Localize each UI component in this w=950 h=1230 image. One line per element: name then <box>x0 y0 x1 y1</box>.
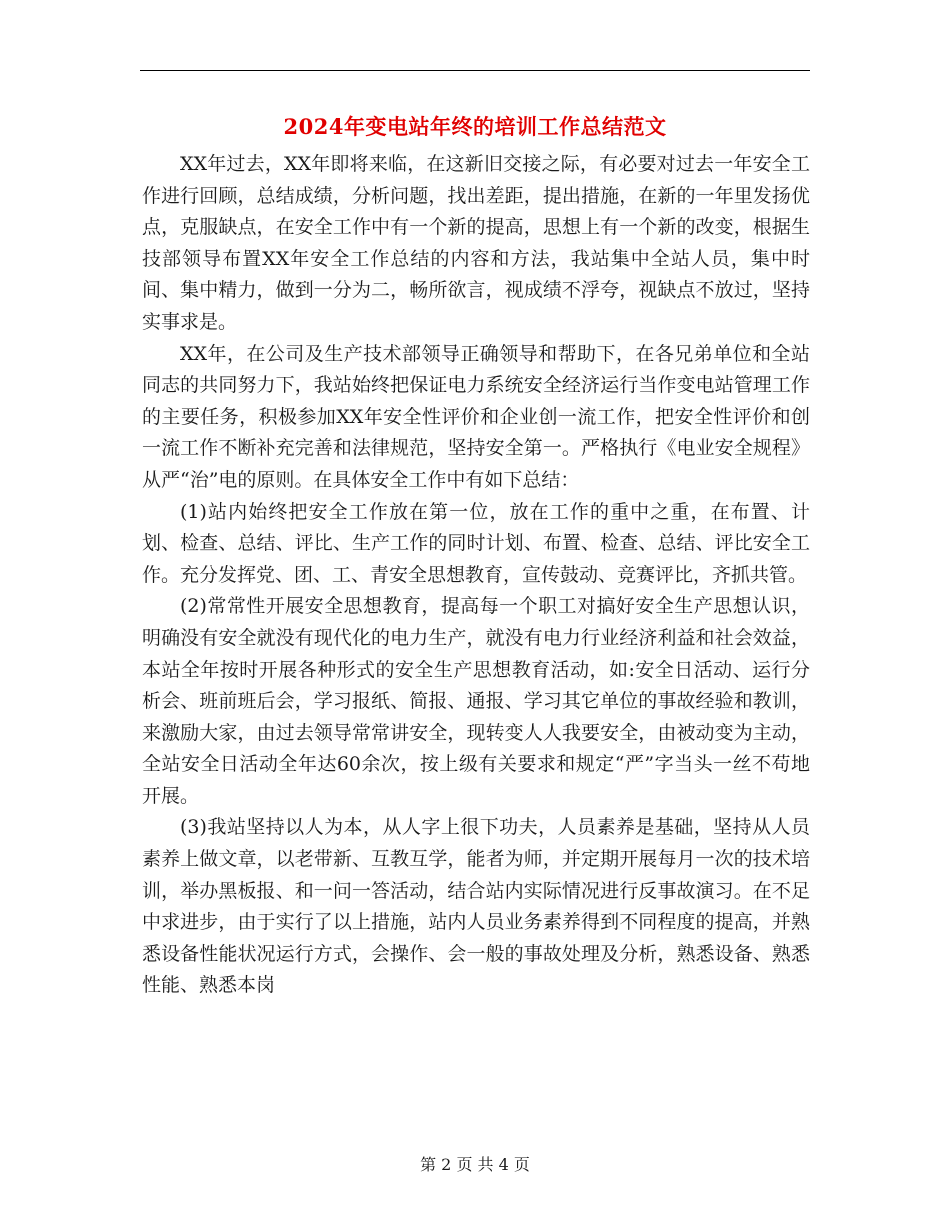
document-body <box>142 149 810 1002</box>
paragraph-item-1: (1)站内始终把安全工作放在第一位，放在工作的重中之重，在布置、计划、检查、总结、评比、生产工作的同时计划、布置、检查、总结、评比安全工作。充分发挥党、团、工、青安全思想教育，宣传鼓动、竞赛评比，齐抓共管。 <box>142 500 810 586</box>
paragraph-intro: XX年过去，XX年即将来临，在这新旧交接之际，有必要对过去一年安全工作进行回顾，总结成绩，分析问题，找出差距，提出措施，在新的一年里发扬优点，克服缺点，在安全工作中有一个新的提高，思想上有一个新的改变，根据生技部领导布置XX年安全工作总结的内容和方法，我站集中全站人员，集中时间、集中精力，做到一分为二，畅所欲言，视成绩不浮夸，视缺点不放过，坚持实事求是。 <box>142 153 810 333</box>
document-title: 2024年变电站年终的培训工作总结范文 <box>283 114 667 139</box>
paragraph-overview: XX年，在公司及生产技术部领导正确领导和帮助下，在各兄弟单位和全站同志的共同努力下，我站始终把保证电力系统安全经济运行当作变电站管理工作的主要任务，积极参加XX年安全性评价和企业创一流工作，把安全性评价和创一流工作不断补充完善和法律规范，坚持安全第一。严格执行《电业安全规程》从严“治”电的原则。在具体安全工作中有如下总结： <box>142 342 810 491</box>
paragraph-item-3: (3)我站坚持以人为本，从人字上很下功夫，人员素养是基础，坚持从人员素养上做文章，以老带新、互教互学，能者为师，并定期开展每月一次的技术培训，举办黑板报、和一问一答活动，结合站内实际情况进行反事故演习。在不足中求进步，由于实行了以上措施，站内人员业务素养得到不同程度的提高，并熟悉设备性能状况运行方式，会操作、会一般的事故处理及分析，熟悉设备、熟悉性能、熟悉本岗 <box>142 816 810 997</box>
paragraph-item-2: (2)常常性开展安全思想教育，提高每一个职工对搞好安全生产思想认识，明确没有安全就没有现代化的电力生产，就没有电力行业经济利益和社会效益，本站全年按时开展各种形式的安全生产思想教育活动，如:安全日活动、运行分析会、班前班后会，学习报纸、简报、通报、学习其它单位的事故经验和教训，来激励大家，由过去领导常常讲安全，现转变人人我要安全，由被动变为主动，全站安全日活动全年达60余次，按上级有关要求和规定“严”字当头一丝不苟地开展。 <box>142 595 810 807</box>
page-number-footer: 第 2 页 共 4 页 <box>420 1155 530 1174</box>
header-rule <box>140 70 810 71</box>
